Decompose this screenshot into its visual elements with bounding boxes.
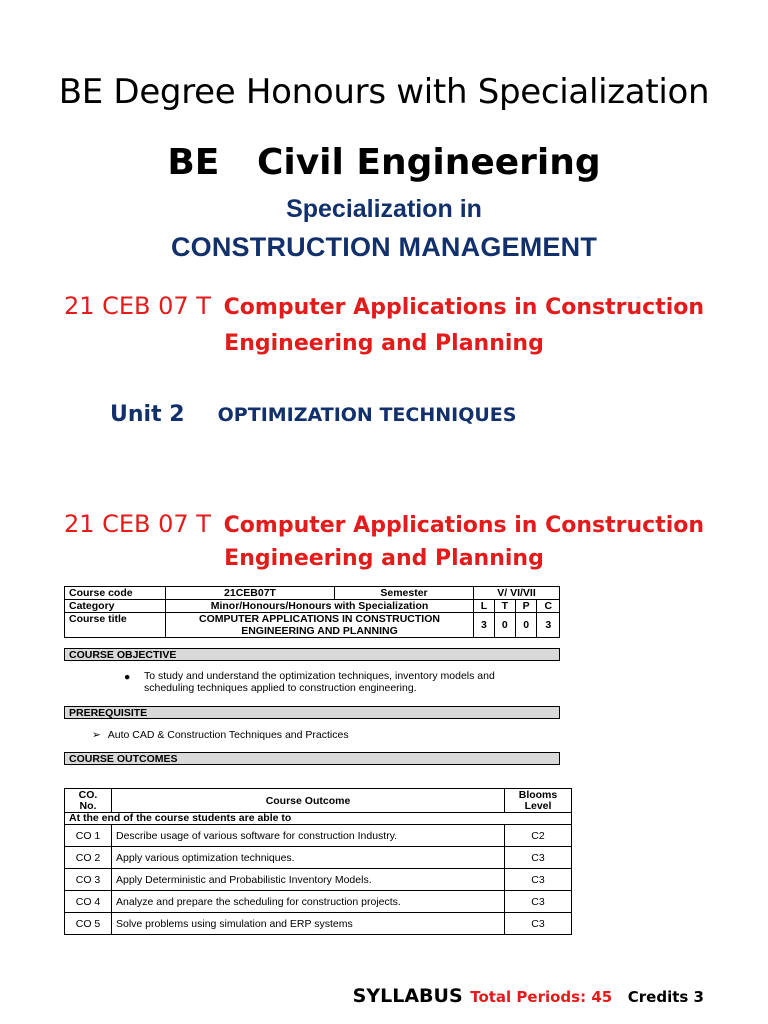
objective-text xyxy=(144,670,574,694)
course-code-2: 21 CEB 07 T xyxy=(63,510,211,538)
col-blooms-line2: Level xyxy=(524,799,552,812)
co-level: C3 xyxy=(505,891,572,913)
co-outcome: Apply various optimization techniques. xyxy=(112,847,505,869)
course-outcomes-heading: COURSE OUTCOMES xyxy=(64,752,560,765)
course-objective-heading: COURSE OBJECTIVE xyxy=(64,648,560,661)
objective-line2: scheduling techniques applied to construction engineering. xyxy=(144,682,417,694)
syllabus-label: SYLLABUS xyxy=(352,985,463,1007)
prerequisite-heading: PREREQUISITE xyxy=(64,706,560,719)
col-blooms xyxy=(505,789,572,813)
unit-title: OPTIMIZATION TECHNIQUES xyxy=(217,404,517,426)
ltpc-value-c: 3 xyxy=(537,613,560,638)
course-name-part1-2: Computer Applications in Construction xyxy=(223,513,705,538)
specialization-name: CONSTRUCTION MANAGEMENT xyxy=(170,232,598,262)
co-level: C3 xyxy=(505,869,572,891)
total-periods: Total Periods: 45 xyxy=(470,988,613,1006)
ltpc-header-t: T xyxy=(494,600,515,613)
credits: Credits 3 xyxy=(627,988,704,1006)
ltpc-header-c: C xyxy=(537,600,560,613)
co-number: CO 1 xyxy=(65,825,112,847)
co-outcome: Solve problems using simulation and ERP systems xyxy=(112,913,505,935)
course-code-value: 21CEB07T xyxy=(166,587,335,600)
table-row xyxy=(65,869,572,891)
table-row xyxy=(65,825,572,847)
co-level: C3 xyxy=(505,913,572,935)
ltpc-value-p: 0 xyxy=(515,613,537,638)
category-label: Category xyxy=(65,600,166,613)
outcomes-table xyxy=(64,788,572,935)
arrow-bullet-icon: ➢ xyxy=(92,729,101,741)
co-number: CO 3 xyxy=(65,869,112,891)
objective-bullet: ● xyxy=(124,671,131,683)
ltpc-value-l: 3 xyxy=(474,613,495,638)
unit-label: Unit 2 xyxy=(110,402,185,427)
objective-line1: To study and understand the optimization techniques, inventory models and xyxy=(144,670,495,682)
category-value: Minor/Honours/Honours with Specialization xyxy=(166,600,474,613)
course-info-table xyxy=(64,586,560,638)
col-co-line2: No. xyxy=(79,799,97,812)
course-name-part1: Computer Applications in Construction xyxy=(223,295,705,320)
co-level: C2 xyxy=(505,825,572,847)
co-number: CO 5 xyxy=(65,913,112,935)
semester-value: V/ VI/VII xyxy=(474,587,560,600)
course-code-label: Course code xyxy=(65,587,166,600)
prerequisite-item xyxy=(92,729,349,741)
ltpc-header-l: L xyxy=(474,600,495,613)
unit-heading xyxy=(110,402,516,427)
course-name-part2: Engineering and Planning xyxy=(224,331,544,356)
co-number: CO 2 xyxy=(65,847,112,869)
specialization-label: Specialization in xyxy=(286,195,482,223)
prerequisite-text: Auto CAD & Construction Techniques and Practices xyxy=(107,729,349,741)
co-level: C3 xyxy=(505,847,572,869)
course-title-label: Course title xyxy=(65,613,166,638)
col-outcome: Course Outcome xyxy=(112,789,505,813)
table-row xyxy=(65,847,572,869)
semester-label: Semester xyxy=(335,587,474,600)
col-blooms-line1: Blooms xyxy=(518,788,558,801)
course-title-line2: ENGINEERING AND PLANNING xyxy=(241,625,398,637)
syllabus-footer xyxy=(353,985,704,1007)
co-number: CO 4 xyxy=(65,891,112,913)
co-outcome: Analyze and prepare the scheduling for construction projects. xyxy=(112,891,505,913)
course-name-part2-2: Engineering and Planning xyxy=(224,546,544,571)
table-row xyxy=(65,913,572,935)
degree-title: BE Degree Honours with Specialization xyxy=(58,72,710,112)
outcomes-intro: At the end of the course students are able to xyxy=(65,813,572,825)
table-row xyxy=(65,891,572,913)
course-title-line1: COMPUTER APPLICATIONS IN CONSTRUCTION xyxy=(199,613,440,625)
ltpc-value-t: 0 xyxy=(494,613,515,638)
course-heading-2 xyxy=(0,510,768,539)
col-co-line1: CO. xyxy=(78,788,98,801)
co-outcome: Describe usage of various software for construction Industry. xyxy=(112,825,505,847)
ltpc-header-p: P xyxy=(515,600,537,613)
co-outcome: Apply Deterministic and Probabilistic Inventory Models. xyxy=(112,869,505,891)
course-code: 21 CEB 07 T xyxy=(63,292,211,320)
course-title-value xyxy=(166,613,474,638)
program-title: BE Civil Engineering xyxy=(167,142,601,183)
course-heading-1 xyxy=(0,292,768,321)
col-co xyxy=(65,789,112,813)
